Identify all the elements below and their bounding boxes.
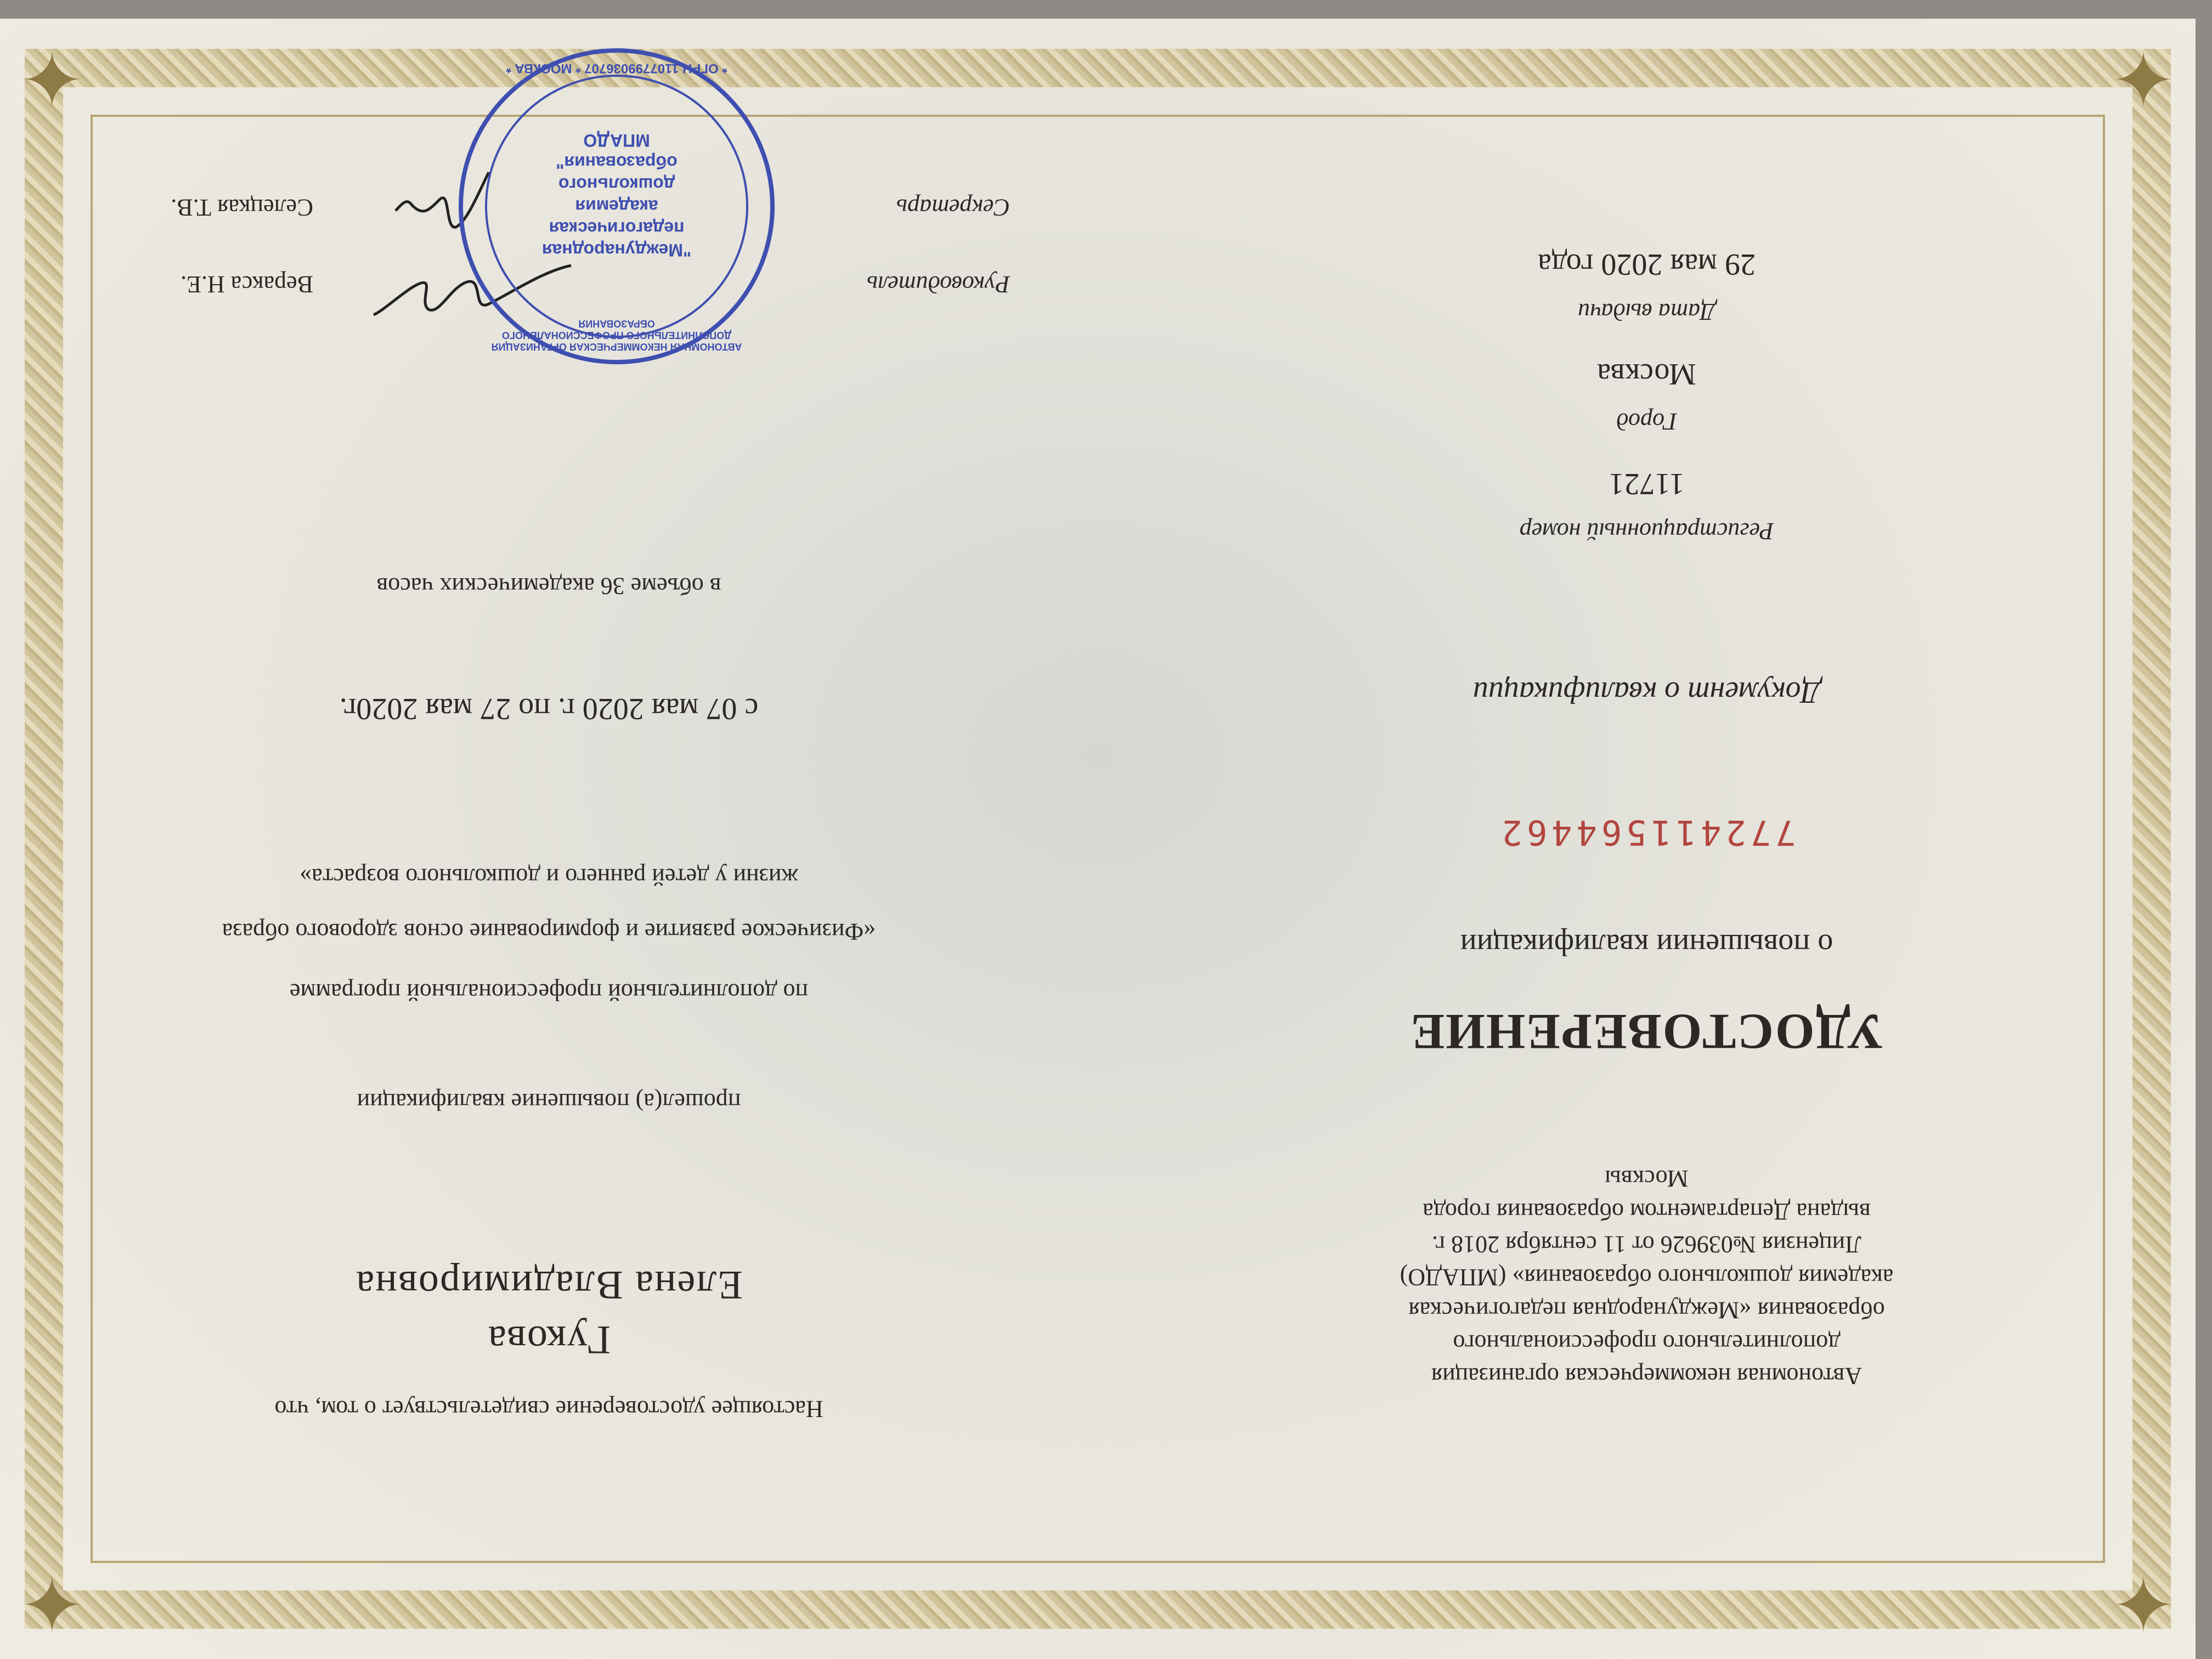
license-line: выдана Департаментом образования города — [1423, 1198, 1871, 1225]
city-value: Москва — [1597, 357, 1696, 391]
stamp-center-text — [507, 129, 726, 261]
holder-surname: Гукова — [487, 1317, 611, 1362]
document-type: Документ о квалификации — [1472, 675, 1821, 709]
secretary-label: Секретарь — [896, 194, 1010, 221]
org-line: образования «Международная педагогическая — [1408, 1297, 1885, 1324]
issue-date: 29 мая 2020 года — [1538, 247, 1756, 281]
stamp-line: дошкольного — [558, 174, 675, 194]
paper — [0, 19, 2196, 1659]
city-label: Город — [1616, 408, 1677, 435]
license-line: Москвы — [1605, 1165, 1689, 1192]
head-name: Веракса Н.Е. — [180, 271, 313, 298]
organization-stamp — [459, 48, 775, 364]
program-line: «Физическое развитие и формирование основ здорового образа — [222, 918, 876, 945]
head-label: Руководитель — [867, 271, 1010, 298]
reg-number-label: Регистрационный номер — [1519, 518, 1774, 545]
passed-text: прошел(а) повышение квалификации — [357, 1088, 741, 1115]
issue-date-label: Дата выдачи — [1578, 298, 1716, 325]
org-line: Автономная некоммерческая организация — [1431, 1363, 1863, 1390]
stamp-ogrn-text: * ОГРН 1107799036707 * МОСКВА * — [506, 61, 727, 76]
corner-ornament-icon: ✦ — [2111, 1559, 2176, 1644]
org-line: дополнительного профессионального — [1453, 1330, 1841, 1357]
document-subtitle: о повышении квалификации — [1460, 928, 1833, 962]
left-page — [1098, 19, 2196, 1659]
serial-number: 772411564462 — [1497, 812, 1796, 853]
volume-text: в объеме 36 академических часов — [376, 573, 721, 600]
secretary-name: Селецкая Т.В. — [171, 194, 313, 221]
stamp-line: "Международная — [541, 240, 692, 260]
stamp-line: образования" — [556, 153, 678, 172]
stamp-line: МПАДО — [583, 131, 650, 150]
program-line: по дополнительной профессиональной программе — [289, 979, 809, 1006]
reg-number: 11721 — [1609, 467, 1685, 501]
corner-ornament-icon: ✦ — [20, 34, 84, 119]
period-text: с 07 мая 2020 г. по 27 мая 2020г. — [339, 692, 759, 726]
stamp-rim-text: АВТОНОМНАЯ НЕКОММЕРЧЕСКАЯ ОРГАНИЗАЦИЯ ДОПОЛНИТЕЛЬНОГО ПРОФЕССИОНАЛЬНОГО ОБРАЗОВАНИЯ — [491, 318, 742, 352]
license-line: Лицензия №039626 от 11 сентября 2018 г. — [1432, 1231, 1861, 1258]
org-line: академия дошкольного образования» (МПАДО) — [1400, 1264, 1894, 1291]
intro-text: Настоящее удостоверение свидетельствует о том, что — [274, 1396, 823, 1423]
corner-ornament-icon: ✦ — [20, 1559, 84, 1644]
stamp-line: педагогическая — [549, 218, 685, 238]
document-title: УДОСТОВЕРЕНИЕ — [1409, 1004, 1884, 1060]
corner-ornament-icon: ✦ — [2111, 34, 2176, 119]
holder-name: Елена Владимировна — [355, 1262, 743, 1307]
stamp-line: академия — [575, 196, 658, 216]
program-line: жизни у детей раннего и дошкольного возраста» — [300, 864, 798, 890]
